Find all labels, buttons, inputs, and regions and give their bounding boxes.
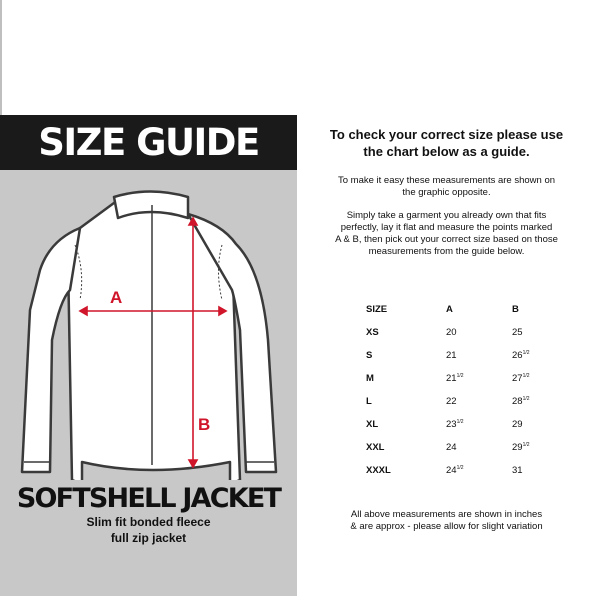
- product-desc-line2: full zip jacket: [110, 531, 187, 545]
- size-cell: S: [366, 350, 373, 361]
- b-value: 26: [512, 350, 523, 362]
- header-size: SIZE: [366, 304, 388, 315]
- a-cell: [446, 321, 512, 344]
- b-cell: [512, 321, 572, 344]
- instructions-paragraph-1: [297, 175, 596, 199]
- size-cell: XL: [366, 419, 379, 430]
- para1-line2: the graphic opposite.: [402, 187, 491, 198]
- size-cell: M: [366, 373, 374, 384]
- measure-b-label: B: [198, 415, 211, 434]
- top-divider-line: [0, 0, 2, 115]
- a-fraction: 1/2: [456, 372, 464, 379]
- para2-line1: Simply take a garment you already own that fits: [346, 210, 547, 221]
- instructions-paragraph-2: [297, 210, 596, 258]
- para1-line1: To make it easy these measurements are shown on: [337, 175, 556, 186]
- jacket-illustration: [0, 180, 297, 480]
- b-cell: [512, 459, 572, 482]
- table-row: [358, 344, 572, 367]
- table-row: [358, 459, 572, 482]
- instructions-heading: [297, 126, 596, 160]
- size-cell: XXXL: [366, 465, 391, 476]
- heading-line2: the chart below as a guide.: [363, 144, 530, 159]
- b-fraction: 1/2: [522, 372, 530, 379]
- a-cell: [446, 459, 512, 482]
- a-fraction: 1/2: [456, 418, 464, 425]
- note-line1: All above measurements are shown in inches: [350, 509, 543, 520]
- product-description: [0, 514, 297, 546]
- b-cell: [512, 413, 572, 436]
- size-guide-title: SIZE GUIDE: [0, 115, 297, 170]
- b-cell: [512, 436, 572, 459]
- b-value: 28: [512, 396, 523, 408]
- para2-line4: measurements from the guide below.: [368, 246, 525, 257]
- b-value: 31: [512, 465, 523, 477]
- a-cell: [446, 413, 512, 436]
- b-value: 27: [512, 373, 523, 385]
- a-cell: [446, 390, 512, 413]
- product-desc-line1: Slim fit bonded fleece: [86, 515, 211, 529]
- a-cell: [446, 367, 512, 390]
- a-fraction: 1/2: [456, 464, 464, 471]
- b-cell: [512, 390, 572, 413]
- table-row: [358, 390, 572, 413]
- measure-a-label: A: [110, 288, 123, 307]
- b-fraction: 1/2: [522, 441, 530, 448]
- size-cell: XS: [366, 327, 379, 338]
- table-row: [358, 321, 572, 344]
- size-table: [358, 298, 572, 482]
- a-value: 20: [446, 327, 457, 339]
- table-row: [358, 413, 572, 436]
- b-fraction: 1/2: [522, 395, 530, 402]
- b-fraction: 1/2: [522, 349, 530, 356]
- a-value: 21: [446, 350, 457, 362]
- a-value: 24: [446, 442, 457, 454]
- a-value: 21: [446, 373, 457, 385]
- table-row: [358, 436, 572, 459]
- header-a: A: [446, 304, 453, 315]
- para2-line2: perfectly, lay it flat and measure the points marked: [340, 222, 553, 233]
- heading-line1: To check your correct size please use: [329, 127, 564, 142]
- table-row: [358, 367, 572, 390]
- a-value: 24: [446, 465, 457, 477]
- b-value: 25: [512, 327, 523, 339]
- header-b: B: [512, 304, 519, 315]
- measurement-note: [297, 509, 596, 533]
- a-value: 22: [446, 396, 457, 408]
- table-header-row: [358, 298, 572, 321]
- para2-line3: A & B, then pick out your correct size based on those: [335, 234, 558, 245]
- a-value: 23: [446, 419, 457, 431]
- a-cell: [446, 436, 512, 459]
- size-cell: XXL: [366, 442, 385, 453]
- b-value: 29: [512, 419, 523, 431]
- b-cell: [512, 367, 572, 390]
- b-value: 29: [512, 442, 523, 454]
- b-cell: [512, 344, 572, 367]
- note-line2: & are approx - please allow for slight variation: [350, 521, 543, 532]
- product-name: SOFTSHELL JACKET: [16, 483, 281, 514]
- a-cell: [446, 344, 512, 367]
- size-cell: L: [366, 396, 372, 407]
